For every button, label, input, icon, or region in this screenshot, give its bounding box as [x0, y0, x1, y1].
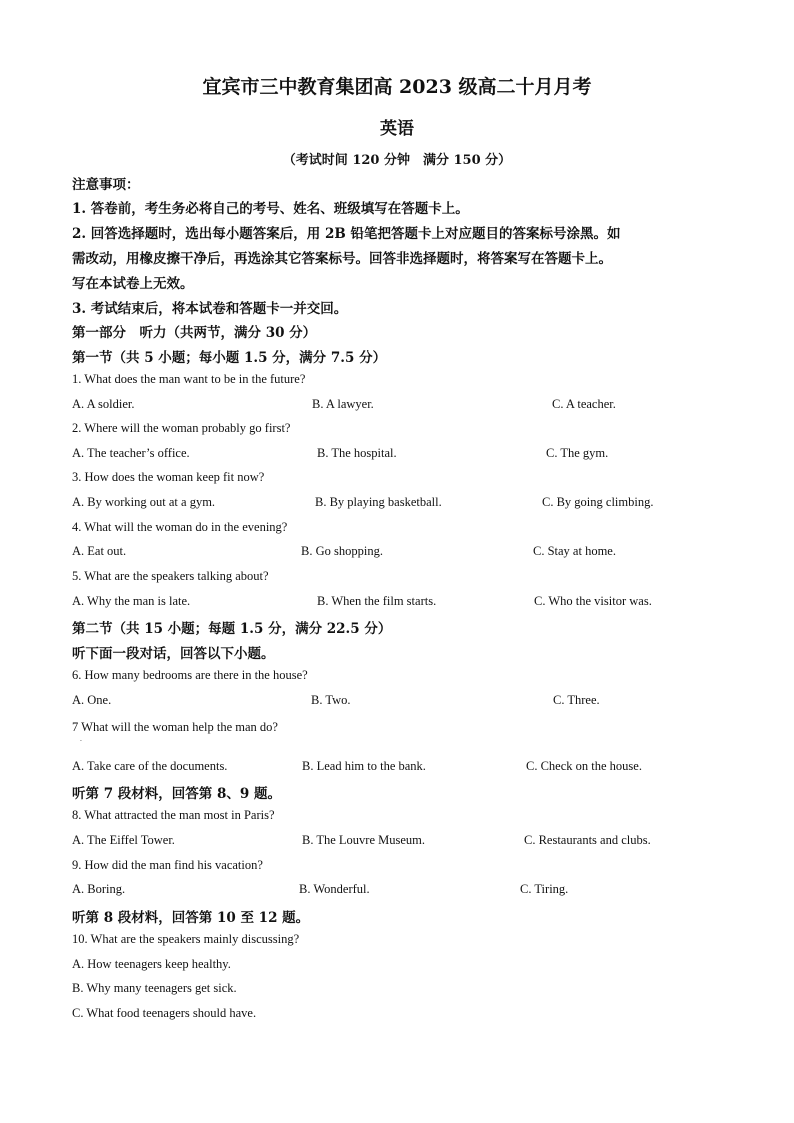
option-b: B. When the film starts.: [317, 594, 437, 608]
subject-title: 英语: [380, 119, 414, 139]
instruction: 听第 8 段材料，回答第 10 至 12 题。: [72, 910, 310, 926]
section1-heading: 第一节（共 5 小题；每小题 1.5 分，满分 7.5 分）: [72, 350, 387, 366]
question-text: 8. What attracted the man most in Paris?: [72, 808, 275, 822]
exam-info: （考试时间 120 分钟 满分 150 分）: [282, 153, 512, 168]
option-c: C. Restaurants and clubs.: [524, 833, 651, 847]
note-line: 2. 回答选择题时，选出每小题答案后，用 2B 铅笔把答题卡上对应题目的答案标号涂黑。如: [72, 226, 621, 242]
note-line: 3. 考试结束后，将本试卷和答题卡一并交回。: [72, 301, 348, 317]
section2-heading: 第二节（共 15 小题；每题 1.5 分，满分 22.5 分）: [72, 621, 392, 637]
exam-title: 宜宾市三中教育集团高 2023 级高二十月月考: [202, 76, 592, 98]
option-b: B. Why many teenagers get sick.: [72, 981, 237, 995]
instruction: 听下面一段对话，回答以下小题。: [72, 646, 275, 662]
option-c: C. By going climbing.: [542, 495, 654, 509]
option-a: A. Take care of the documents.: [72, 759, 228, 773]
question-text: 2. Where will the woman probably go first?: [72, 421, 291, 435]
option-a: A. Boring.: [72, 882, 126, 896]
option-c: C. Three.: [553, 693, 600, 707]
note-line: 写在本试卷上无效。: [72, 276, 194, 292]
option-a: A. Why the man is late.: [72, 594, 191, 608]
option-b: B. The hospital.: [317, 446, 397, 460]
part1-heading: 第一部分 听力（共两节，满分 30 分）: [72, 325, 317, 341]
option-b: B. By playing basketball.: [315, 495, 442, 509]
option-b: B. The Louvre Museum.: [302, 833, 426, 847]
option-a: A. Eat out.: [72, 544, 127, 558]
question-text: 10. What are the speakers mainly discussing?: [72, 932, 300, 946]
option-b: B. Lead him to the bank.: [302, 759, 426, 773]
question-text: 3. How does the woman keep fit now?: [72, 470, 265, 484]
option-c: C. The gym.: [546, 446, 609, 460]
notes-heading: 注意事项：: [72, 177, 140, 193]
question-text: 9. How did the man find his vacation?: [72, 858, 263, 872]
option-c: C. Check on the house.: [526, 759, 642, 773]
option-a: A. The Eiffel Tower.: [72, 833, 175, 847]
option-c: C. Who the visitor was.: [534, 594, 652, 608]
option-a: A. How teenagers keep healthy.: [72, 957, 231, 971]
option-a: A. The teacher’s office.: [72, 446, 190, 460]
option-b: B. Wonderful.: [299, 882, 370, 896]
option-b: B. Go shopping.: [301, 544, 383, 558]
option-c: C. A teacher.: [552, 397, 616, 411]
question-text: 5. What are the speakers talking about?: [72, 569, 269, 583]
option-c: C. What food teenagers should have.: [72, 1006, 257, 1020]
question-text: 6. How many bedrooms are there in the house?: [72, 668, 308, 682]
stray-mark: .: [80, 736, 82, 743]
option-c: C. Stay at home.: [533, 544, 616, 558]
instruction: 听第 7 段材料，回答第 8、9 题。: [72, 786, 281, 802]
note-line: 1. 答卷前，考生务必将自己的考号、姓名、班级填写在答题卡上。: [72, 201, 469, 217]
option-a: A. One.: [72, 693, 112, 707]
option-b: B. A lawyer.: [312, 397, 374, 411]
option-b: B. Two.: [311, 693, 351, 707]
question-text: 4. What will the woman do in the evening?: [72, 520, 288, 534]
question-text: 1. What does the man want to be in the future?: [72, 372, 306, 386]
option-c: C. Tiring.: [520, 882, 569, 896]
note-line: 需改动，用橡皮擦干净后，再选涂其它答案标号。回答非选择题时，将答案写在答题卡上。: [72, 251, 612, 267]
option-a: A. By working out at a gym.: [72, 495, 216, 509]
option-a: A. A soldier.: [72, 397, 135, 411]
question-text: 7 What will the woman help the man do?: [72, 720, 278, 734]
